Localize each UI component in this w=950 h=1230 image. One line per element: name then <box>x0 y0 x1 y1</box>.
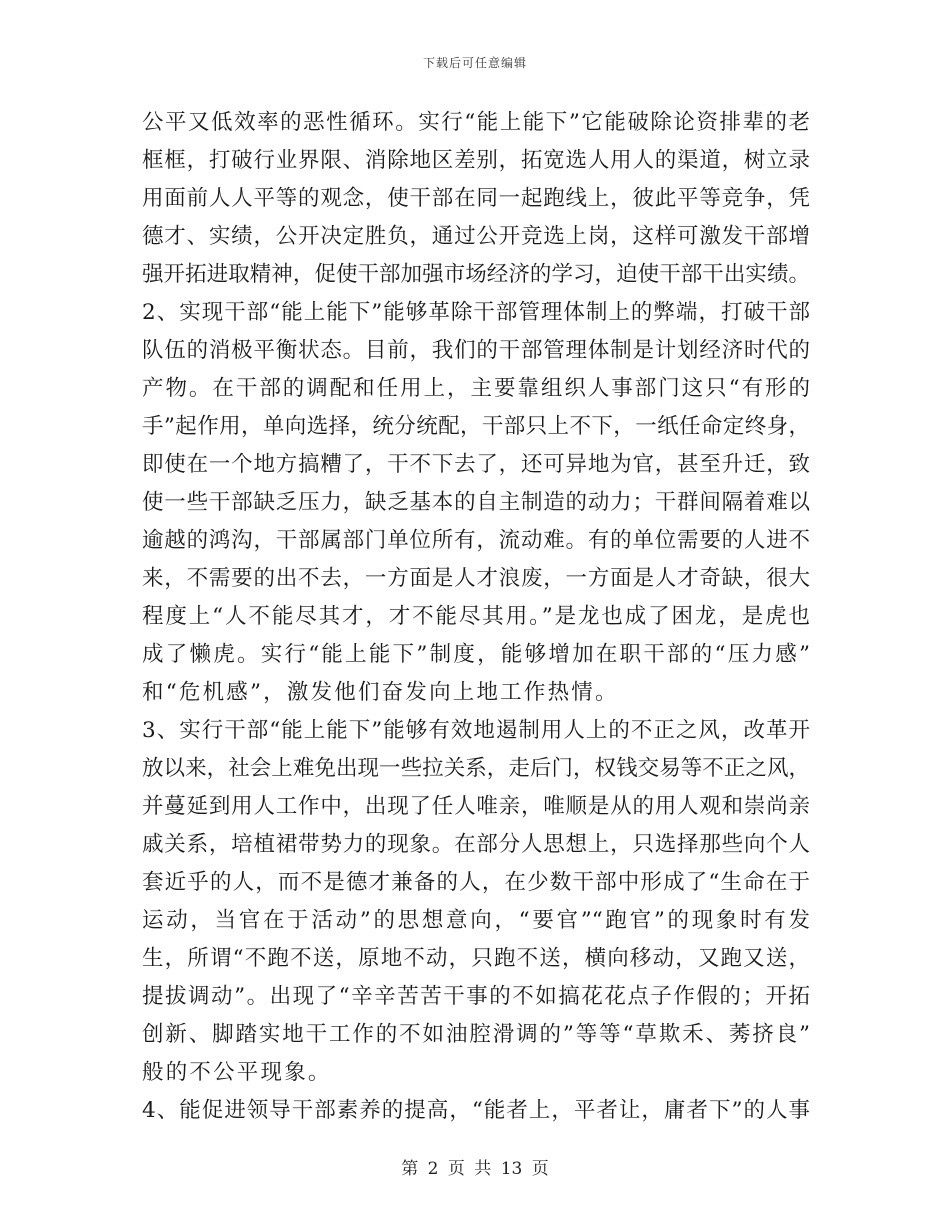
document-body <box>142 104 810 1130</box>
page-number: 第 2 页 共 13 页 <box>401 1159 549 1179</box>
text-line: 来，不需要的出不去，一方面是人才浪废，一方面是人才奇缺，很大 <box>142 566 810 591</box>
text-line: 3、实行干部“能上能下”能够有效地遏制用人上的不正之风，改革开 <box>142 718 810 743</box>
text-line: 逾越的鸿沟，干部属部门单位所有，流动难。有的单位需要的人进不 <box>142 528 810 553</box>
text-line: 提拔调动”。出现了“辛辛苦苦干事的不如搞花花点子作假的；开拓 <box>142 984 810 1009</box>
text-line: 即使在一个地方搞糟了，干不下去了，还可异地为官，甚至升迁，致 <box>142 452 810 477</box>
text-line: 生，所谓“不跑不送，原地不动，只跑不送，横向移动，又跑又送， <box>142 946 810 971</box>
text-line: 手”起作用，单向选择，统分统配，干部只上不下，一纸任命定终身， <box>142 414 810 439</box>
text-line: 套近乎的人，而不是德才兼备的人，在少数干部中形成了“生命在于 <box>142 870 810 895</box>
text-line: 德才、实绩，公开决定胜负，通过公开竞选上岗，这样可激发干部增 <box>142 224 810 249</box>
text-line: 框框，打破行业界限、消除地区差别，拓宽选人用人的渠道，树立录 <box>142 148 810 173</box>
header-note: 下载后可任意编辑 <box>422 56 527 70</box>
text-line: 4、能促进领导干部素养的提高，“能者上，平者让，庸者下”的人事 <box>142 1098 810 1123</box>
text-line: 创新、脚踏实地干工作的不如油腔滑调的”等等“草欺禾、莠挤良” <box>142 1022 810 1047</box>
text-line: 放以来，社会上难免出现一些拉关系，走后门，权钱交易等不正之风， <box>142 756 810 781</box>
text-line: 队伍的消极平衡状态。目前，我们的干部管理体制是计划经济时代的 <box>142 338 810 363</box>
text-line: 产物。在干部的调配和任用上，主要靠组织人事部门这只“有形的 <box>142 376 810 401</box>
text-line: 2、实现干部“能上能下”能够革除干部管理体制上的弊端，打破干部 <box>142 300 810 325</box>
text-line: 用面前人人平等的观念，使干部在同一起跑线上，彼此平等竞争，凭 <box>142 186 810 211</box>
text-line: 强开拓进取精神，促使干部加强市场经济的学习，迫使干部干出实绩。 <box>142 262 810 287</box>
text-line: 戚关系，培植裙带势力的现象。在部分人思想上，只选择那些向个人 <box>142 832 810 857</box>
text-line: 成了懒虎。实行“能上能下”制度，能够增加在职干部的“压力感” <box>142 642 810 667</box>
text-line: 程度上“人不能尽其才，才不能尽其用。”是龙也成了困龙，是虎也 <box>142 604 810 629</box>
text-line: 般的不公平现象。 <box>142 1060 332 1085</box>
text-line: 运动，当官在于活动”的思想意向，“要官”“跑官”的现象时有发 <box>142 908 810 933</box>
text-line: 并蔓延到用人工作中，出现了任人唯亲，唯顺是从的用人观和崇尚亲 <box>142 794 810 819</box>
text-line: 和“危机感”，激发他们奋发向上地工作热情。 <box>142 680 619 705</box>
text-line: 使一些干部缺乏压力，缺乏基本的自主制造的动力；干群间隔着难以 <box>142 490 810 515</box>
text-line: 公平又低效率的恶性循环。实行“能上能下”它能破除论资排辈的老 <box>142 110 810 135</box>
